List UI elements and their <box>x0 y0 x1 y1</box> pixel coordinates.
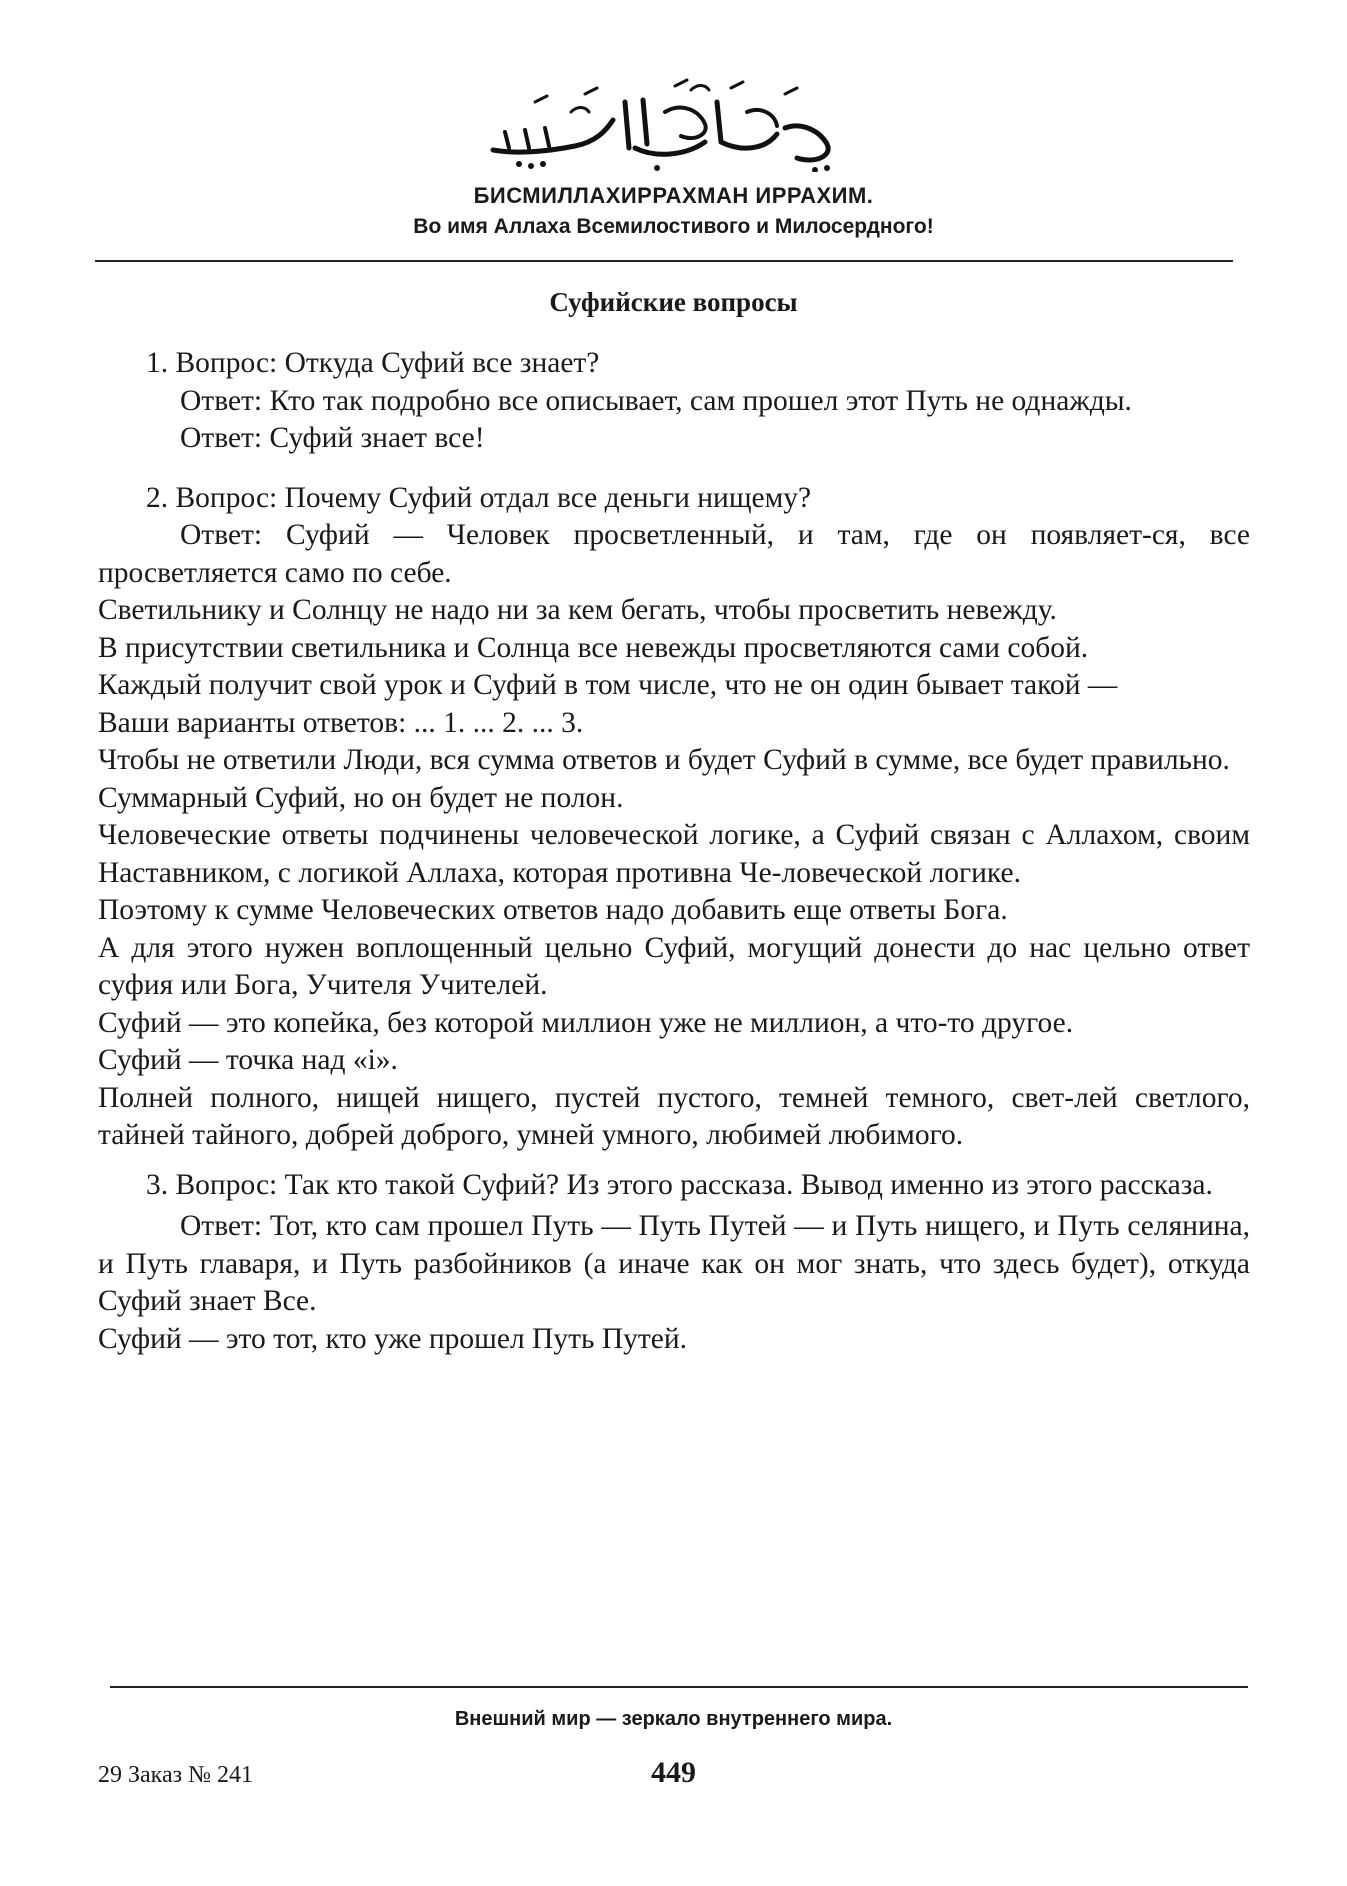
footer-motto: Внешний мир — зеркало внутреннего мира. <box>454 1708 893 1730</box>
spacer <box>98 1155 1250 1167</box>
q2-answer: Ответ: Суфий — Человек просветленный, и там, где он появляет-ся, все просветляется само по себе. <box>98 519 1250 589</box>
q2-line: Суфий — точка над «i». <box>98 1044 398 1076</box>
q2-line: Суммарный Суфий, но он будет не полон. <box>98 781 624 814</box>
bismillah-calligraphy-icon <box>485 72 845 172</box>
header-title: БИСМИЛЛАХИРРАХМАН ИРРАХИМ. <box>473 183 874 208</box>
spacer <box>98 458 1250 480</box>
page-number: 449 <box>651 1756 696 1789</box>
q2-line: Человеческие ответы подчинены человеческой логике, а Суфий связан с Аллахом, своим Наставником, с логикой Аллаха, которая противна Че-ловеческой логике. <box>98 819 1250 889</box>
q2-line: Суфий — это копейка, без которой миллион уже не миллион, а что-то другое. <box>98 1006 1074 1039</box>
q2-line: В присутствии светильника и Солнца все невежды просветляются сами собой. <box>98 631 1089 664</box>
q2-line: Поэтому к сумме Человеческих ответов надо добавить еще ответы Бога. <box>98 894 1008 926</box>
q2-line: Чтобы не ответили Люди, вся сумма ответов и будет Суфий в сумме, все будет правильно. <box>98 744 1230 776</box>
q1-answer-1: Ответ: Кто так подробно все описывает, сам прошел этот Путь не однажды. <box>180 384 1132 417</box>
q2-line: Светильнику и Солнцу не надо ни за кем бегать, чтобы просветить невежду. <box>98 594 1057 626</box>
q3-question: 3. Вопрос: Так кто такой Суфий? Из этого рассказа. Вывод именно из этого рассказа. <box>146 1168 1213 1201</box>
q2-line: Каждый получит свой урок и Суфий в том числе, что не он один бывает такой — <box>98 669 1118 701</box>
q1-question: 1. Вопрос: Откуда Суфий все знает? <box>146 347 600 379</box>
q2-line: Полней полного, нищей нищего, пустей пустого, темней темного, свет-лей светлого, тайней тайного, добрей доброго, умней умного, любимей любимого. <box>98 1081 1250 1151</box>
q3-answer: Ответ: Тот, кто сам прошел Путь — Путь Путей — и Путь нищего, и Путь селянина, и Путь главаря, и Путь разбойников (а иначе как он мог знать, что здесь будет), откуда Суфий знает Все. <box>98 1210 1250 1317</box>
q2-line: Ваши варианты ответов: ... 1. ... 2. ... 3. <box>98 706 584 739</box>
main-text <box>98 345 1250 1358</box>
bottom-divider <box>110 1686 1248 1688</box>
top-divider <box>95 260 1233 262</box>
q3-closing: Суфий — это тот, кто уже прошел Путь Путей. <box>98 1322 688 1355</box>
q1-answer-2: Ответ: Суфий знает все! <box>180 422 485 454</box>
q2-question: 2. Вопрос: Почему Суфий отдал все деньги нищему? <box>146 481 812 514</box>
print-order-number: 29 Заказ № 241 <box>98 1762 254 1788</box>
q2-line: А для этого нужен воплощенный цельно Суфий, могущий донести до нас цельно ответ суфия или Бога, Учителя Учителей. <box>98 931 1250 1001</box>
header-subtitle: Во имя Аллаха Всемилостивого и Милосердного! <box>413 215 934 238</box>
section-title: Суфийские вопросы <box>549 287 798 317</box>
